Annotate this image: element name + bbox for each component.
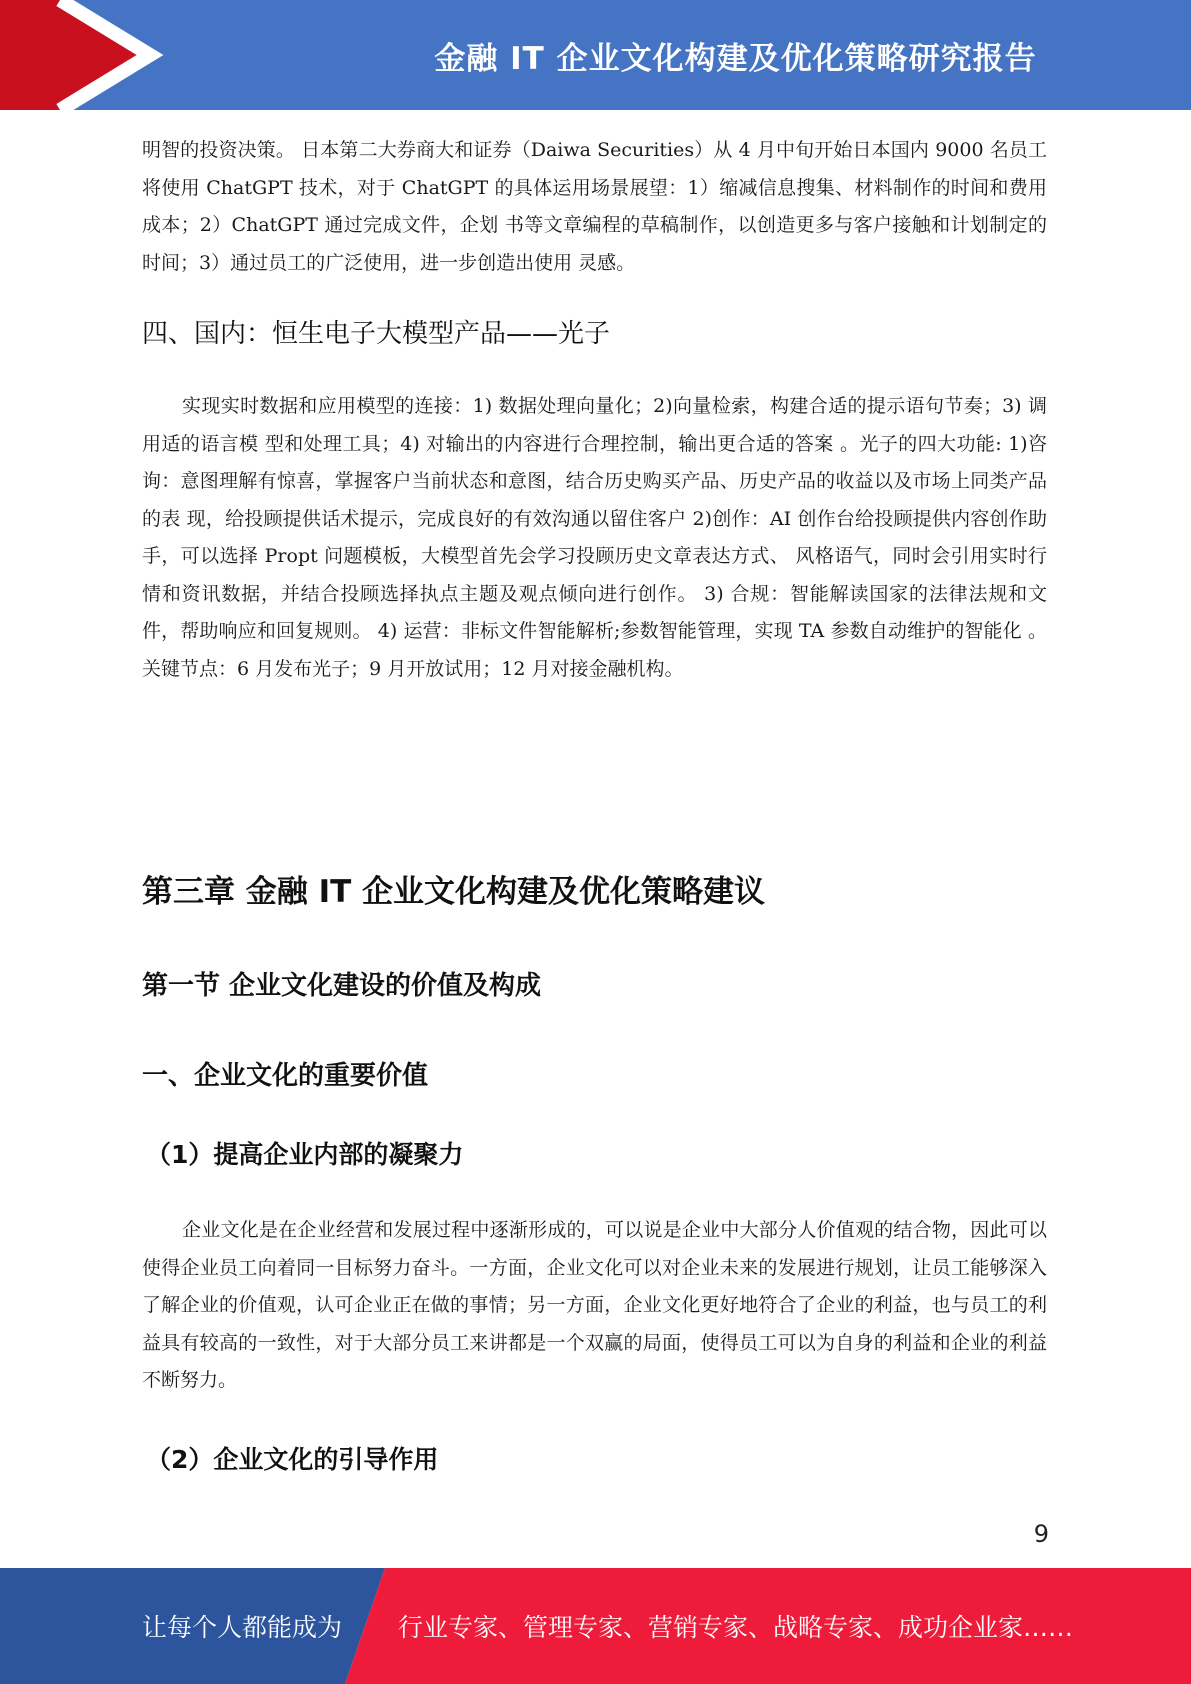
intro-block [142, 132, 1047, 282]
culture-block [142, 1212, 1047, 1400]
heading-hengsheng: 四、国内：恒生电子大模型产品——光子 [142, 319, 611, 349]
page-footer [0, 1568, 1191, 1684]
footer-slogan-right: 行业专家、管理专家、营销专家、战略专家、成功企业家…… [398, 1613, 1074, 1642]
header-title: 金融 IT 企业文化构建及优化策略研究报告 [434, 40, 1037, 77]
item-title: 一、企业文化的重要价值 [142, 1061, 429, 1091]
page-number: 9 [1033, 1520, 1049, 1548]
subitem-cohesion: （1）提高企业内部的凝聚力 [146, 1140, 464, 1169]
footer-slogan-left: 让每个人都能成为 [142, 1613, 343, 1642]
hengsheng-block [142, 388, 1047, 688]
hengsheng-paragraph: 实现实时数据和应用模型的连接：1) 数据处理向量化；2)向量检索，构建合适的提示语句节奏；3) 调用适的语言模 型和处理工具；4) 对输出的内容进行合理控制，输出更合适的答案 。光子的四大功能: 1)咨询：意图理解有惊喜，掌握客户当前状态和意图，结合历史购买产品、历史产品的收益以及市场上同类产品的表 现，给投顾提供话术提示，完成良好的有效沟通以留住客户 2)创作：AI 创作台给投顾提供内容创作助手，可以选择 Propt 问题模板，大模型首先会学习投顾历史文章表达方式、 风格语气，同时会引用实时行情和资讯数据，并结合投顾选择执点主题及观点倾向进行创作。 3) 合规：智能解读国家的法律法规和文件，帮助响应和回复规则。 4) 运营：非标文件智能解析;参数智能管理，实现 TA 参数自动维护的智能化 。关键节点：6 月发布光子；9 月开放试用；12 月对接金融机构。 [142, 395, 1047, 680]
subitem-guidance: （2）企业文化的引导作用 [146, 1445, 439, 1474]
page-header [0, 0, 1191, 110]
chapter-title: 第三章 金融 IT 企业文化构建及优化策略建议 [142, 874, 766, 910]
culture-paragraph: 企业文化是在企业经营和发展过程中逐渐形成的，可以说是企业中大部分人价值观的结合物，因此可以使得企业员工向着同一目标努力奋斗。一方面，企业文化可以对企业未来的发展进行规划，让员工能够深入了解企业的价值观，认可企业正在做的事情；另一方面，企业文化更好地符合了企业的利益，也与员工的利益具有较高的一致性，对于大部分员工来讲都是一个双赢的局面，使得员工可以为自身的利益和企业的利益不断努力。 [142, 1219, 1047, 1391]
intro-paragraph: 明智的投资决策。 日本第二大券商大和证券（Daiwa Securities）从 4 月中旬开始日本国内 9000 名员工将使用 ChatGPT 技术，对于 ChatGPT 的具体运用场景展望：1）缩减信息搜集、材料制作的时间和费用成本；2）ChatGPT 通过完成文件，企划 书等文章编程的草稿制作，以创造更多与客户接触和计划制定的时间；3）通过员工的广泛使用，进一步创造出使用 灵感。 [142, 139, 1047, 274]
section-title: 第一节 企业文化建设的价值及构成 [142, 971, 542, 1001]
